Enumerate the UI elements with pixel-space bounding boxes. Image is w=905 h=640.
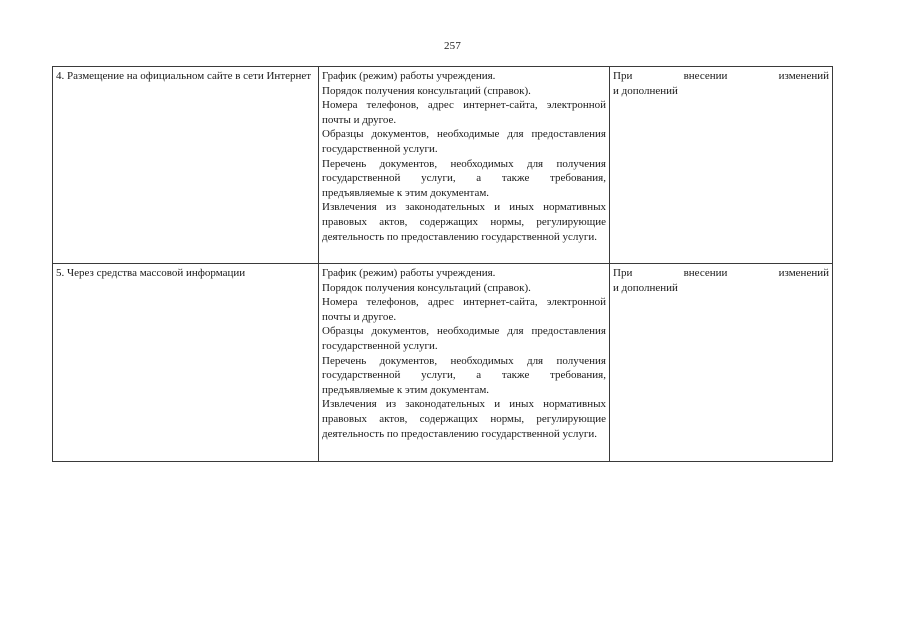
period-cell: [610, 264, 833, 462]
table-row: [53, 67, 833, 264]
method-text: 5. Через средства массовой информации: [56, 267, 246, 279]
period-line-1: [613, 266, 829, 281]
period-word: внесении: [683, 267, 728, 279]
content-cell: [319, 67, 610, 264]
period-line-1: [613, 69, 829, 84]
content-item: Перечень документов, необходимых для получения государственной услуги, а также требования, предъявляемые к этим документам.: [322, 157, 606, 199]
method-text: 4. Размещение на официальном сайте в сети Интернет: [56, 70, 312, 82]
content-cell: [319, 264, 610, 462]
page-number: 257: [443, 40, 462, 52]
content-item: Извлечения из законодательных и иных нормативных правовых актов, содержащих нормы, регулирующие деятельность по предоставлению государственной услуги.: [322, 201, 606, 243]
content-item: Образцы документов, необходимые для предоставления государственной услуги.: [322, 128, 606, 155]
content-item: График (режим) работы учреждения.: [322, 70, 496, 82]
period-cell: [610, 67, 833, 264]
content-item: Номера телефонов, адрес интернет-сайта, электронной почты и другое.: [322, 296, 606, 323]
method-cell: [53, 264, 319, 462]
period-line-2: и дополнений: [613, 281, 678, 294]
period-line-2: и дополнений: [613, 84, 678, 97]
method-cell: [53, 67, 319, 264]
period-word: изменений: [778, 70, 829, 82]
period-word: изменений: [778, 267, 829, 279]
content-item: Перечень документов, необходимых для получения государственной услуги, а также требования, предъявляемые к этим документам.: [322, 354, 606, 396]
content-item: График (режим) работы учреждения.: [322, 267, 496, 279]
period-word: внесении: [683, 70, 728, 82]
content-item: Порядок получения консультаций (справок).: [322, 281, 531, 294]
info-table: [52, 66, 833, 462]
content-item: Образцы документов, необходимые для предоставления государственной услуги.: [322, 325, 606, 352]
content-item: Извлечения из законодательных и иных нормативных правовых актов, содержащих нормы, регулирующие деятельность по предоставлению государственной услуги.: [322, 398, 606, 440]
content-item: Номера телефонов, адрес интернет-сайта, электронной почты и другое.: [322, 99, 606, 126]
table-row: [53, 264, 833, 462]
period-word: При: [613, 70, 633, 82]
period-word: При: [613, 267, 633, 279]
content-item: Порядок получения консультаций (справок).: [322, 84, 531, 97]
